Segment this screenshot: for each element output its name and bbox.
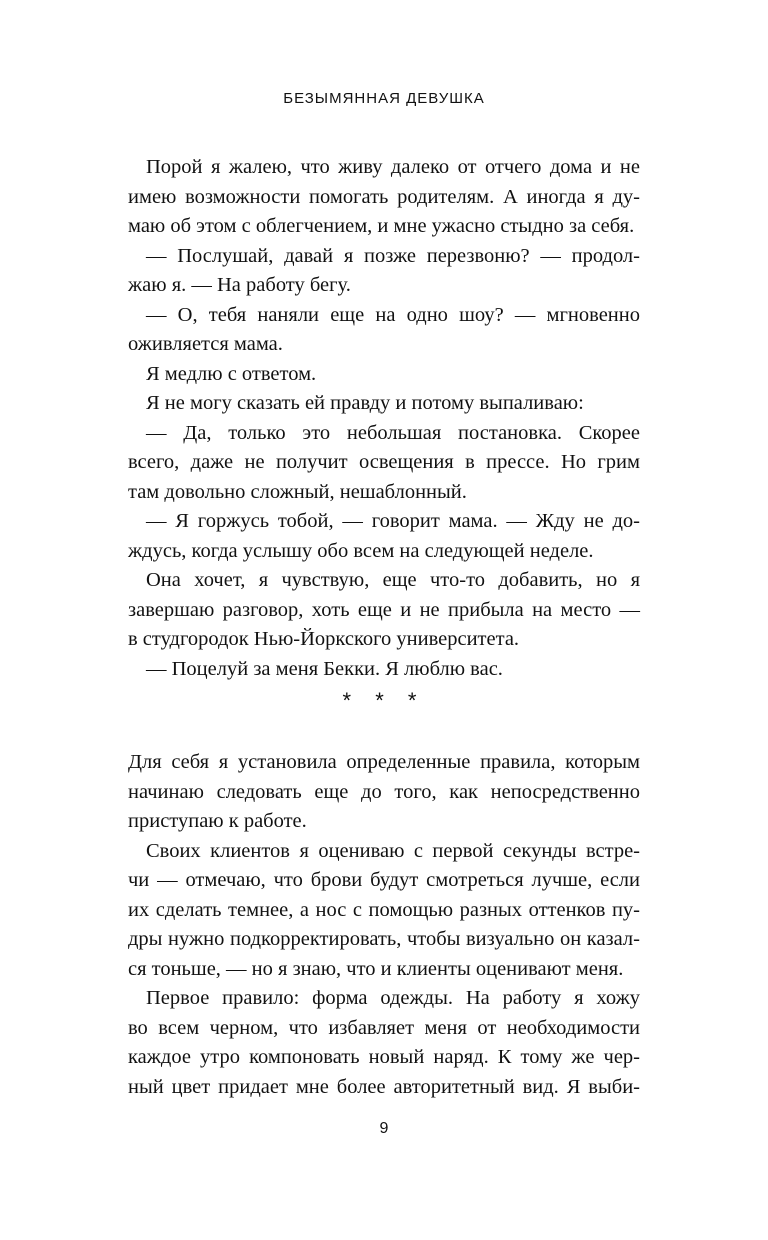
text-line: оживляется мама.	[128, 333, 283, 355]
text-line: Первое правило: форма одежды. На работу я хожу	[146, 987, 640, 1009]
section-break-dinkus: * * *	[342, 688, 426, 713]
text-line: их сделать темнее, а нос с помощью разных оттенков пу-	[128, 898, 640, 921]
text-line: завершаю разговор, хоть еще и не прибыла на место —	[128, 598, 640, 621]
text-line: ный цвет придает мне более авторитетный вид. Я выби-	[128, 1075, 640, 1098]
text-line: — Да, только это небольшая постановка. Скорее	[146, 421, 640, 444]
text-line: Для себя я установила определенные правила, которым	[128, 751, 640, 773]
text-line: маю об этом с облегчением, и мне ужасно стыдно за себя.	[128, 215, 635, 237]
text-line: начинаю следовать еще до того, как непосредственно	[128, 780, 640, 803]
text-line: ся тоньше, — но я знаю, что и клиенты оценивают меня.	[128, 957, 624, 980]
page-number: 9	[379, 1120, 389, 1137]
text-line: Своих клиентов я оцениваю с первой секунды встре-	[146, 839, 640, 862]
text-line: жаю я. — На работу бегу.	[128, 274, 351, 296]
text-line: чи — отмечаю, что брови будут смотреться лучше, если	[128, 869, 640, 891]
text-line: там довольно сложный, нешаблонный.	[128, 480, 467, 503]
text-line: в студгородок Нью-Йоркского университета.	[128, 628, 520, 650]
text-section-1	[128, 153, 640, 684]
text-line: — Поцелуй за меня Бекки. Я люблю вас.	[146, 657, 503, 680]
text-line: приступаю к работе.	[128, 810, 307, 832]
text-line: Она хочет, я чувствую, еще что-то добавить, но я	[146, 569, 640, 591]
text-line: каждое утро компоновать новый наряд. К тому же чер-	[128, 1046, 640, 1068]
text-line: всего, даже не получит освещения в прессе. Но грим	[128, 451, 640, 473]
text-line: — Я горжусь тобой, — говорит мама. — Жду не до-	[146, 510, 640, 532]
text-line: — О, тебя наняли еще на одно шоу? — мгновенно	[146, 303, 640, 326]
text-line: во всем черном, что избавляет меня от необходимости	[128, 1016, 640, 1039]
text-line: — Послушай, давай я позже перезвоню? — продол-	[146, 244, 640, 267]
text-section-2	[128, 748, 640, 1102]
text-line: ждусь, когда услышу обо всем на следующей неделе.	[128, 539, 594, 562]
running-head: БЕЗЫМЯННАЯ ДЕВУШКА	[283, 90, 485, 107]
text-line: имею возможности помогать родителям. А иногда я ду-	[128, 185, 640, 208]
text-line: дры нужно подкорректировать, чтобы визуально он казал-	[128, 928, 640, 950]
text-line: Я не могу сказать ей правду и потому выпаливаю:	[146, 392, 584, 414]
text-line: Я медлю с ответом.	[146, 362, 317, 385]
text-line: Порой я жалею, что живу далеко от отчего дома и не	[146, 156, 640, 178]
